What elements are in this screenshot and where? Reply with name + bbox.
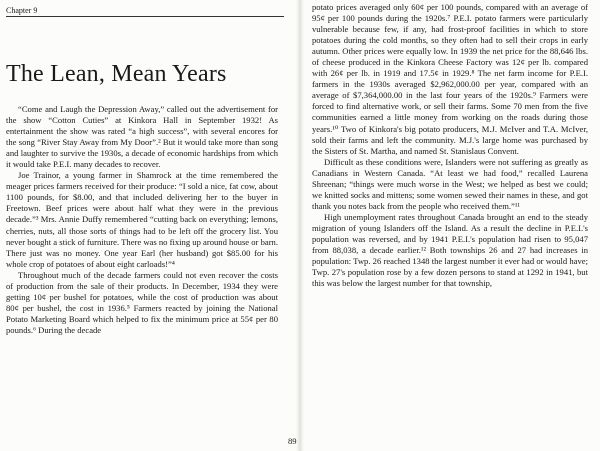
chapter-label: Chapter 9 xyxy=(6,6,38,15)
page-gutter xyxy=(296,0,304,451)
paragraph: potato prices averaged only 60¢ per 100 pounds, compared with an average of 95¢ per 100 pounds during the 1920s.⁷ P.E.I. potato farmers were particularly vulnerable because few, if any, had frost-proof facilities in which to store potatoes during the cold months, so they often had to sell their crops in early autumn. Other prices were equally low. In 1939 the net price for the 88,646 lbs. of cheese produced in the Kinkora Cheese Factory was 12¢ per lb. compared with 26¢ per lb. in 1919 and 17.5¢ in 1929.⁸ The net farm income for P.E.I. farmers in the 1930s averaged $2,962,000.00 per year, compared with an average of $7,364,000.00 in the last four years of the 1920s.⁹ Farmers were forced to find alternative work, or sell their farms. Some 70 men from the five communities earned a little money from working on the roads during those years.¹⁰ Two of Kinkora's big potato producers, M.J. McIver and T.A. McIver, sold their farms and left the community. M.J.'s large home was purchased by the Sisters of St. Martha, and named St. Stanislaus Convent. xyxy=(312,2,588,156)
right-page-body xyxy=(312,2,588,289)
paragraph: “Come and Laugh the Depression Away,” called out the advertisement for the show “Cotton Cuties” at Kinkora Hall in September 1932! As entertainment the show was rated “a high success”, with several encores for the song “River Stay Away from My Door”.² But it would take more than song and laughter to survive the 1930s, a decade of economic hardships from which it would take P.E.I. many decades to recover. xyxy=(6,104,278,170)
paragraph: Joe Trainor, a young farmer in Shamrock at the time remembered the meager prices farmers received for their produce: “I sold a nice, fat cow, about 1100 pounds, for $8.00, and that included delivering her to the buyer in Freetown. Beef prices were about half what they were in the previous decade.”³ Mrs. Annie Duffy remembered “cutting back on everything; lemons, cherries, nuts, all those sorts of things had to be left off the grocery list. You never bought a stick of furniture. There was no fixing up around house or barn. There just was no money. One year Earl (her husband) got $85.00 for his whole crop of potatoes of about eight carloads!”⁴ xyxy=(6,170,278,269)
paragraph: Difficult as these conditions were, Islanders were not suffering as greatly as Canadians in Western Canada. “At least we had food,” recalled Laurena Shreenan; “things were much worse in the West; we helped as best we could; we knitted socks and mittens; some women sewed their names in these, and got thank you notes back from the people who received them.”¹¹ xyxy=(312,156,588,211)
chapter-title: The Lean, Mean Years xyxy=(6,61,227,87)
paragraph: High unemployment rates throughout Canada brought an end to the steady migration of young Islanders off the Island. As a result the decline in P.E.I.'s population was reversed, and by 1941 P.E.I.'s population had risen to 95,047 from 88,038, a decade earlier.¹² Both townships 26 and 27 had increases in population: Twp. 26 reached 1348 the largest number it ever had or would have; Twp. 27's population rose by a few dozen persons to stand at 1292 in 1941, but this was below the largest number for that township, xyxy=(312,211,588,289)
paragraph: Throughout much of the decade farmers could not even recover the costs of production from the sale of their products. In December, 1934 they were getting 10¢ per bushel for potatoes, while the cost of production was about 80¢ per bushel, the cost in 1936.⁵ Farmers reacted by joining the National Potato Marketing Board which helped to fix the minimum price at 55¢ per 80 pounds.⁶ During the decade xyxy=(6,269,278,335)
page-number: 89 xyxy=(288,436,297,446)
left-page-body xyxy=(6,104,278,336)
chapter-rule xyxy=(6,16,284,17)
